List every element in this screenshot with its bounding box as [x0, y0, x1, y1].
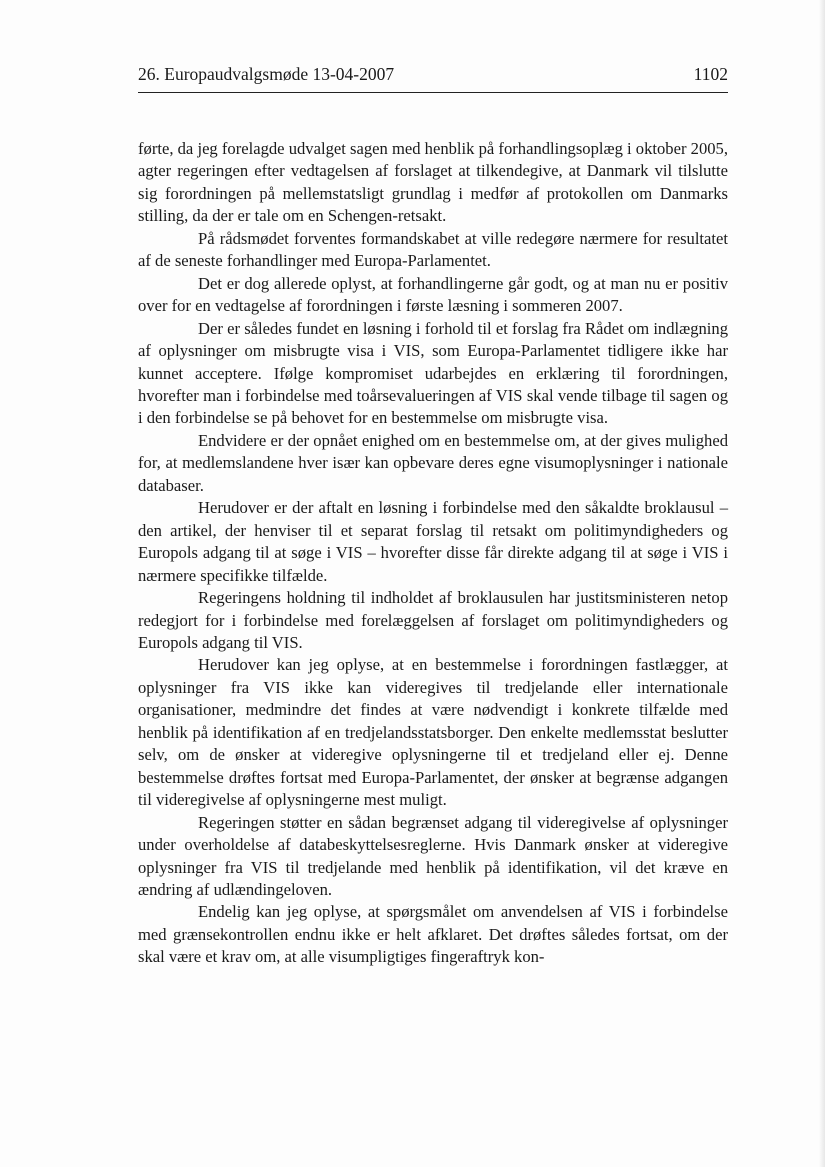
header-title: 26. Europaudvalgsmøde 13-04-2007	[138, 64, 395, 84]
header-rule	[138, 92, 728, 93]
paragraph: Der er således fundet en løsning i forhold til et forslag fra Rådet om indlægning af oplysninger om misbrugte visa i VIS, som Europa-Parlamentet tidligere ikke har kunnet acceptere. Ifølge kompromiset udarbejdes en erklæring til forordningen, hvorefter man i forbindelse med toårsevalueringen af VIS skal vende tilbage til sagen og i den forbindelse se på behovet for en bestemmelse om misbrugte visa.	[138, 318, 728, 428]
paragraph: Endvidere er der opnået enighed om en bestemmelse om, at der gives mulighed for, at medlemslandene hver især kan opbevare deres egne visumoplysninger i nationale databaser.	[138, 430, 728, 495]
page-header	[138, 62, 728, 86]
paragraph: Endelig kan jeg oplyse, at spørgsmålet om anvendelsen af VIS i forbindelse med grænsekontrollen endnu ikke er helt afklaret. Det drøftes således fortsat, om der skal være et krav om, at alle visumpligtiges fingeraftryk kon-	[138, 902, 728, 967]
header-page-number: 1102	[693, 64, 728, 84]
paragraph: Regeringens holdning til indholdet af broklausulen har justitsministeren netop redegjort for i forbindelse med forelæggelsen af forslaget om politimyndigheders og Europols adgang til VIS.	[138, 588, 728, 652]
scan-edge-shadow	[819, 0, 825, 1167]
paragraph: På rådsmødet forventes formandskabet at ville redegøre nærmere for resultatet af de seneste forhandlinger med Europa-Parlamentet.	[138, 228, 728, 271]
body-text	[138, 138, 728, 969]
paragraph: Det er dog allerede oplyst, at forhandlingerne går godt, og at man nu er positiv over for en vedtagelse af forordningen i første læsning i sommeren 2007.	[138, 273, 728, 316]
paragraph: Regeringen støtter en sådan begrænset adgang til videregivelse af oplysninger under overholdelse af databeskyttelsesreglerne. Hvis Danmark ønsker at videregive oplysninger fra VIS til tredjelande med henblik på identifikation, vil det kræve en ændring af udlændingeloven.	[138, 812, 728, 899]
paragraph: Herudover er der aftalt en løsning i forbindelse med den såkaldte broklausul – den artikel, der henviser til et separat forslag til retsakt om politimyndigheders og Europols adgang til at søge i VIS – hvorefter disse får direkte adgang til at søge i VIS i nærmere specifikke tilfælde.	[138, 498, 728, 585]
paragraph: Herudover kan jeg oplyse, at en bestemmelse i forordningen fastlægger, at oplysninger fra VIS ikke kan videregives til tredjelande eller internationale organisationer, medmindre det findes at være nødvendigt i konkrete tilfælde med henblik på identifikation af en tredjelandsstatsborger. Den enkelte medlemsstat beslutter selv, om de ønsker at videregive oplysningerne til et tredjeland eller ej. Denne bestemmelse drøftes fortsat med Europa-Parlamentet, der ønsker at begrænse adgangen til videregivelse af oplysningerne mest muligt.	[138, 655, 728, 810]
paragraph: førte, da jeg forelagde udvalget sagen med henblik på forhandlingsoplæg i oktober 2005, agter regeringen efter vedtagelsen af forslaget at tilkendegive, at Danmark vil tilslutte sig forordningen på mellemstatsligt grundlag i medfør af protokollen om Danmarks stilling, da der er tale om en Schengen-retsakt.	[138, 139, 728, 226]
